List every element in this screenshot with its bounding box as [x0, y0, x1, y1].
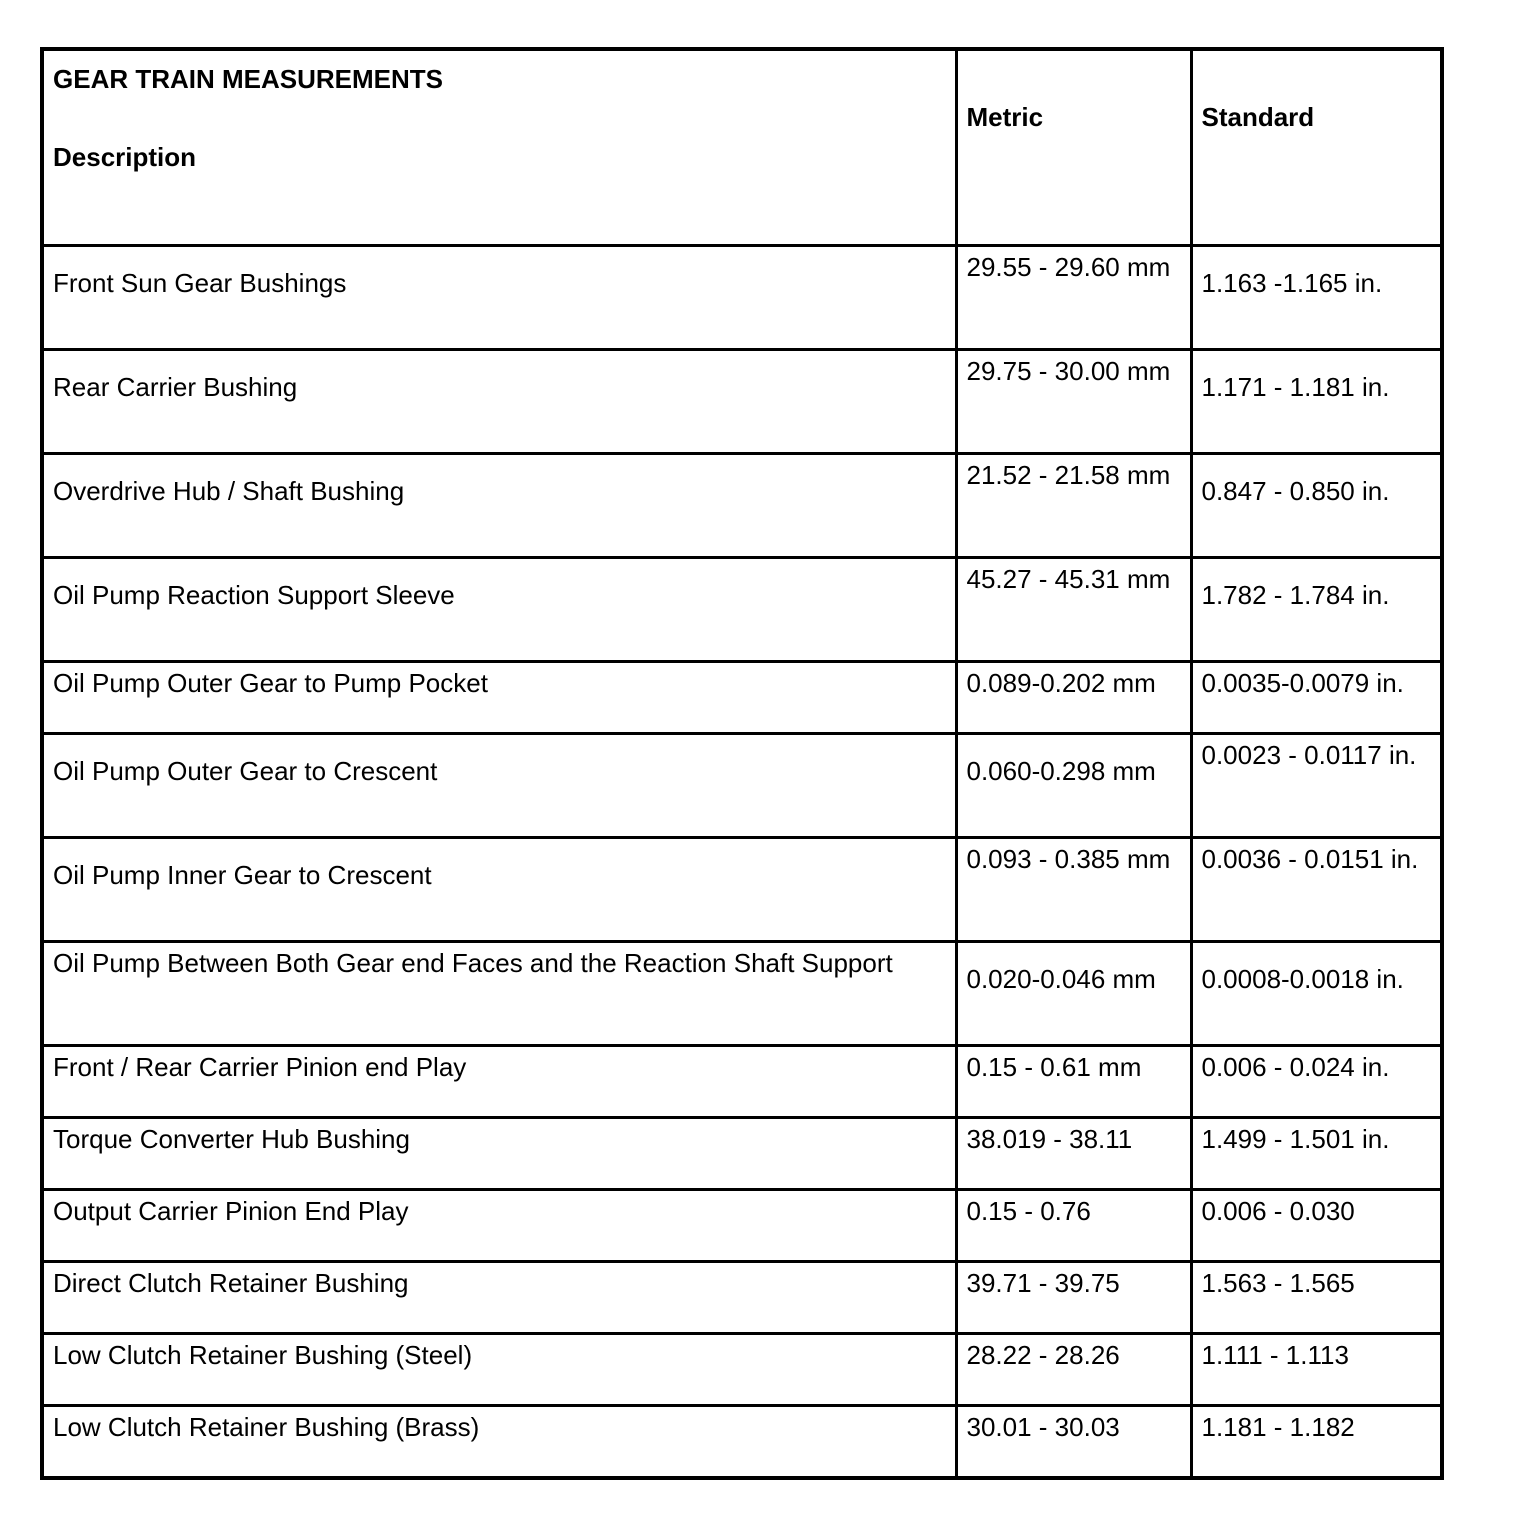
- description-cell: Oil Pump Outer Gear to Pump Pocket: [42, 662, 956, 734]
- metric-cell: 29.75 - 30.00 mm: [956, 350, 1191, 454]
- standard-cell: 1.499 - 1.501 in.: [1191, 1118, 1442, 1190]
- table-row: [42, 1334, 1442, 1406]
- standard-cell: 0.006 - 0.024 in.: [1191, 1046, 1442, 1118]
- metric-cell: 0.15 - 0.76: [956, 1190, 1191, 1262]
- table-row: [42, 246, 1442, 350]
- metric-header-cell: [956, 49, 1191, 246]
- standard-cell: 1.111 - 1.113: [1191, 1334, 1442, 1406]
- standard-cell: 0.0023 - 0.0117 in.: [1191, 734, 1442, 838]
- standard-cell: 0.0036 - 0.0151 in.: [1191, 838, 1442, 942]
- table-title: GEAR TRAIN MEASUREMENTS: [53, 64, 444, 94]
- description-cell: Oil Pump Inner Gear to Crescent: [42, 838, 956, 942]
- table-row: [42, 454, 1442, 558]
- table-row: [42, 734, 1442, 838]
- table-row: [42, 558, 1442, 662]
- description-cell: Oil Pump Outer Gear to Crescent: [42, 734, 956, 838]
- metric-cell: 39.71 - 39.75: [956, 1262, 1191, 1334]
- metric-cell: 0.15 - 0.61 mm: [956, 1046, 1191, 1118]
- table-row: [42, 838, 1442, 942]
- description-cell: Oil Pump Reaction Support Sleeve: [42, 558, 956, 662]
- table-row: [42, 662, 1442, 734]
- table-row: [42, 1118, 1442, 1190]
- description-cell: Low Clutch Retainer Bushing (Steel): [42, 1334, 956, 1406]
- standard-cell: 0.0035-0.0079 in.: [1191, 662, 1442, 734]
- table-row: [42, 1190, 1442, 1262]
- metric-cell: 29.55 - 29.60 mm: [956, 246, 1191, 350]
- description-cell: Low Clutch Retainer Bushing (Brass): [42, 1406, 956, 1479]
- table-row: [42, 350, 1442, 454]
- metric-cell: 0.089-0.202 mm: [956, 662, 1191, 734]
- standard-cell: 1.163 -1.165 in.: [1191, 246, 1442, 350]
- table-row: [42, 1262, 1442, 1334]
- standard-cell: 0.006 - 0.030: [1191, 1190, 1442, 1262]
- metric-column-header: Metric: [966, 102, 1044, 132]
- description-cell: Rear Carrier Bushing: [42, 350, 956, 454]
- metric-cell: 30.01 - 30.03: [956, 1406, 1191, 1479]
- standard-cell: 1.782 - 1.784 in.: [1191, 558, 1442, 662]
- description-cell: Front / Rear Carrier Pinion end Play: [42, 1046, 956, 1118]
- description-cell: Direct Clutch Retainer Bushing: [42, 1262, 956, 1334]
- table-row: [42, 1406, 1442, 1479]
- standard-cell: 0.0008-0.0018 in.: [1191, 942, 1442, 1046]
- description-header-cell: [42, 49, 956, 246]
- table-header-row: [42, 49, 1442, 246]
- gear-train-measurements-table: [40, 47, 1444, 1480]
- metric-cell: 0.020-0.046 mm: [956, 942, 1191, 1046]
- metric-cell: 21.52 - 21.58 mm: [956, 454, 1191, 558]
- table-row: [42, 942, 1442, 1046]
- standard-column-header: Standard: [1201, 102, 1315, 132]
- description-cell: Torque Converter Hub Bushing: [42, 1118, 956, 1190]
- metric-cell: 38.019 - 38.11: [956, 1118, 1191, 1190]
- metric-cell: 45.27 - 45.31 mm: [956, 558, 1191, 662]
- description-cell: Front Sun Gear Bushings: [42, 246, 956, 350]
- standard-cell: 1.181 - 1.182: [1191, 1406, 1442, 1479]
- description-cell: Oil Pump Between Both Gear end Faces and the Reaction Shaft Support: [42, 942, 956, 1046]
- description-column-header: Description: [53, 142, 197, 172]
- metric-cell: 0.060-0.298 mm: [956, 734, 1191, 838]
- standard-cell: 0.847 - 0.850 in.: [1191, 454, 1442, 558]
- table-row: [42, 1046, 1442, 1118]
- description-cell: Overdrive Hub / Shaft Bushing: [42, 454, 956, 558]
- metric-cell: 28.22 - 28.26: [956, 1334, 1191, 1406]
- standard-cell: 1.171 - 1.181 in.: [1191, 350, 1442, 454]
- description-cell: Output Carrier Pinion End Play: [42, 1190, 956, 1262]
- metric-cell: 0.093 - 0.385 mm: [956, 838, 1191, 942]
- standard-cell: 1.563 - 1.565: [1191, 1262, 1442, 1334]
- standard-header-cell: [1191, 49, 1442, 246]
